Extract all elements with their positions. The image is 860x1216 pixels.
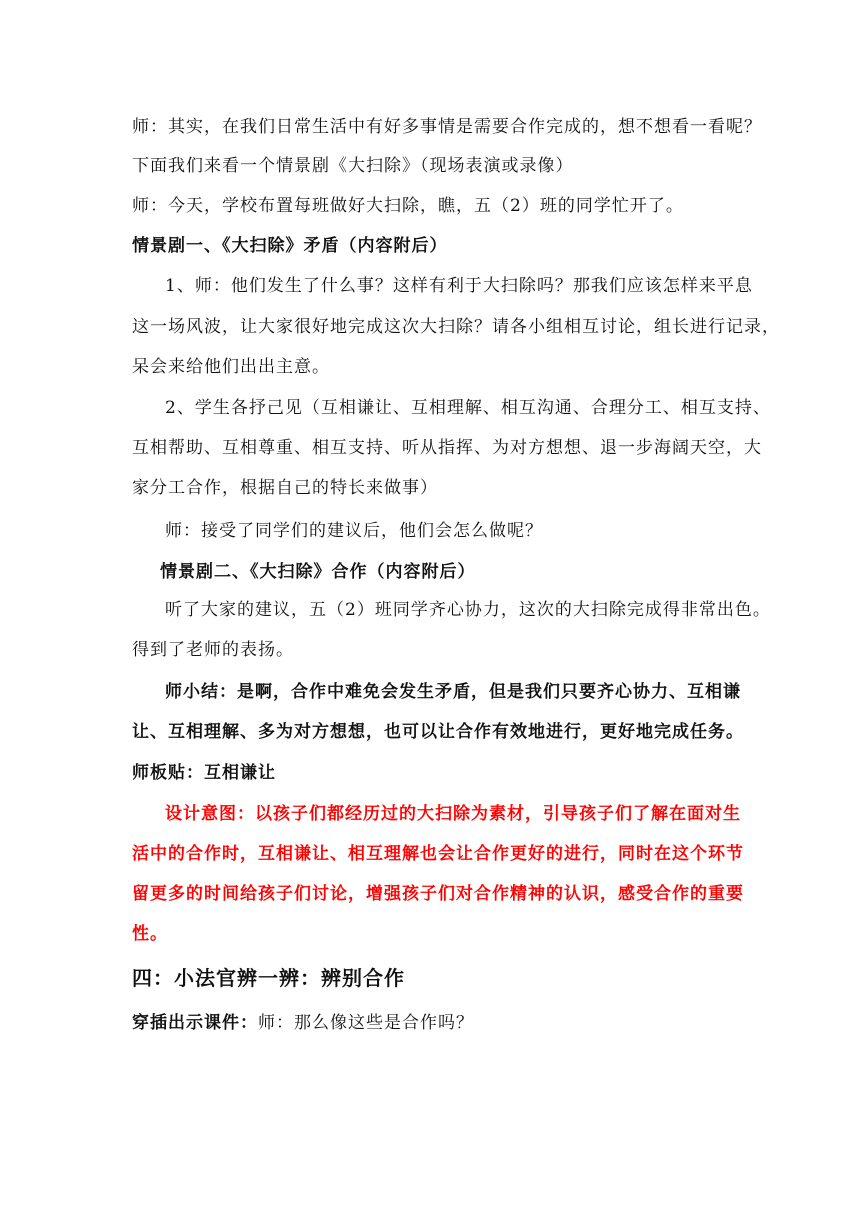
board-note: 师板贴：互相谦让 [132, 763, 276, 783]
teacher-summary-line: 让、互相理解、多为对方想想，也可以让合作有效地进行，更好地完成任务。 [132, 722, 744, 742]
paragraph-line: 家分工合作，根据自己的特长来做事） [132, 478, 438, 498]
design-intent-line: 留更多的时间给孩子们讨论，增强孩子们对合作精神的认识，感受合作的重要 [132, 884, 744, 904]
design-intent-line: 设计意图：以孩子们都经历过的大扫除为素材，引导孩子们了解在面对生 [165, 804, 741, 824]
paragraph-line: 互相帮助、互相尊重、相互支持、听从指挥、为对方想想、退一步海阔天空，大 [132, 438, 762, 458]
paragraph-line [132, 1011, 474, 1035]
paragraph-line: 师：今天，学校布置每班做好大扫除，瞧，五（2）班的同学忙开了。 [132, 196, 684, 216]
paragraph-line: 师：接受了同学们的建议后，他们会怎么做呢？ [165, 521, 543, 541]
line-rest: 师：那么像这些是合作吗？ [258, 1013, 474, 1033]
paragraph-line: 得到了老师的表扬。 [132, 640, 294, 660]
line-lead: 穿插出示课件： [132, 1013, 258, 1033]
paragraph-line: 1、师：他们发生了什么事？这样有利于大扫除吗？那我们应该怎样来平息 [165, 276, 753, 296]
teacher-summary-line: 师小结：是啊，合作中难免会发生矛盾，但是我们只要齐心协力、互相谦 [165, 682, 741, 702]
paragraph-line: 呆会来给他们出出主意。 [132, 357, 330, 377]
section-heading: 四：小法官辨一辨：辨别合作 [132, 966, 405, 990]
paragraph-line: 这一场风波，让大家很好地完成这次大扫除？请各小组相互讨论，组长进行记录， [132, 317, 780, 337]
paragraph-line: 下面我们来看一个情景剧《大扫除》（现场表演或录像） [132, 156, 574, 176]
paragraph-line: 2、学生各抒己见（互相谦让、互相理解、相互沟通、合理分工、相互支持、 [165, 398, 771, 418]
scene-heading: 情景剧二、《大扫除》合作（内容附后） [160, 562, 476, 582]
design-intent-line: 性。 [132, 924, 168, 944]
scene-heading: 情景剧一、《大扫除》矛盾（内容附后） [132, 236, 448, 256]
design-intent-line: 活中的合作时，互相谦让、相互理解也会让合作更好的进行，同时在这个环节 [132, 844, 744, 864]
paragraph-line: 师：其实，在我们日常生活中有好多事情是需要合作完成的，想不想看一看呢？ [132, 117, 762, 137]
paragraph-line: 听了大家的建议，五（2）班同学齐心协力，这次的大扫除完成得非常出色。 [165, 600, 771, 620]
